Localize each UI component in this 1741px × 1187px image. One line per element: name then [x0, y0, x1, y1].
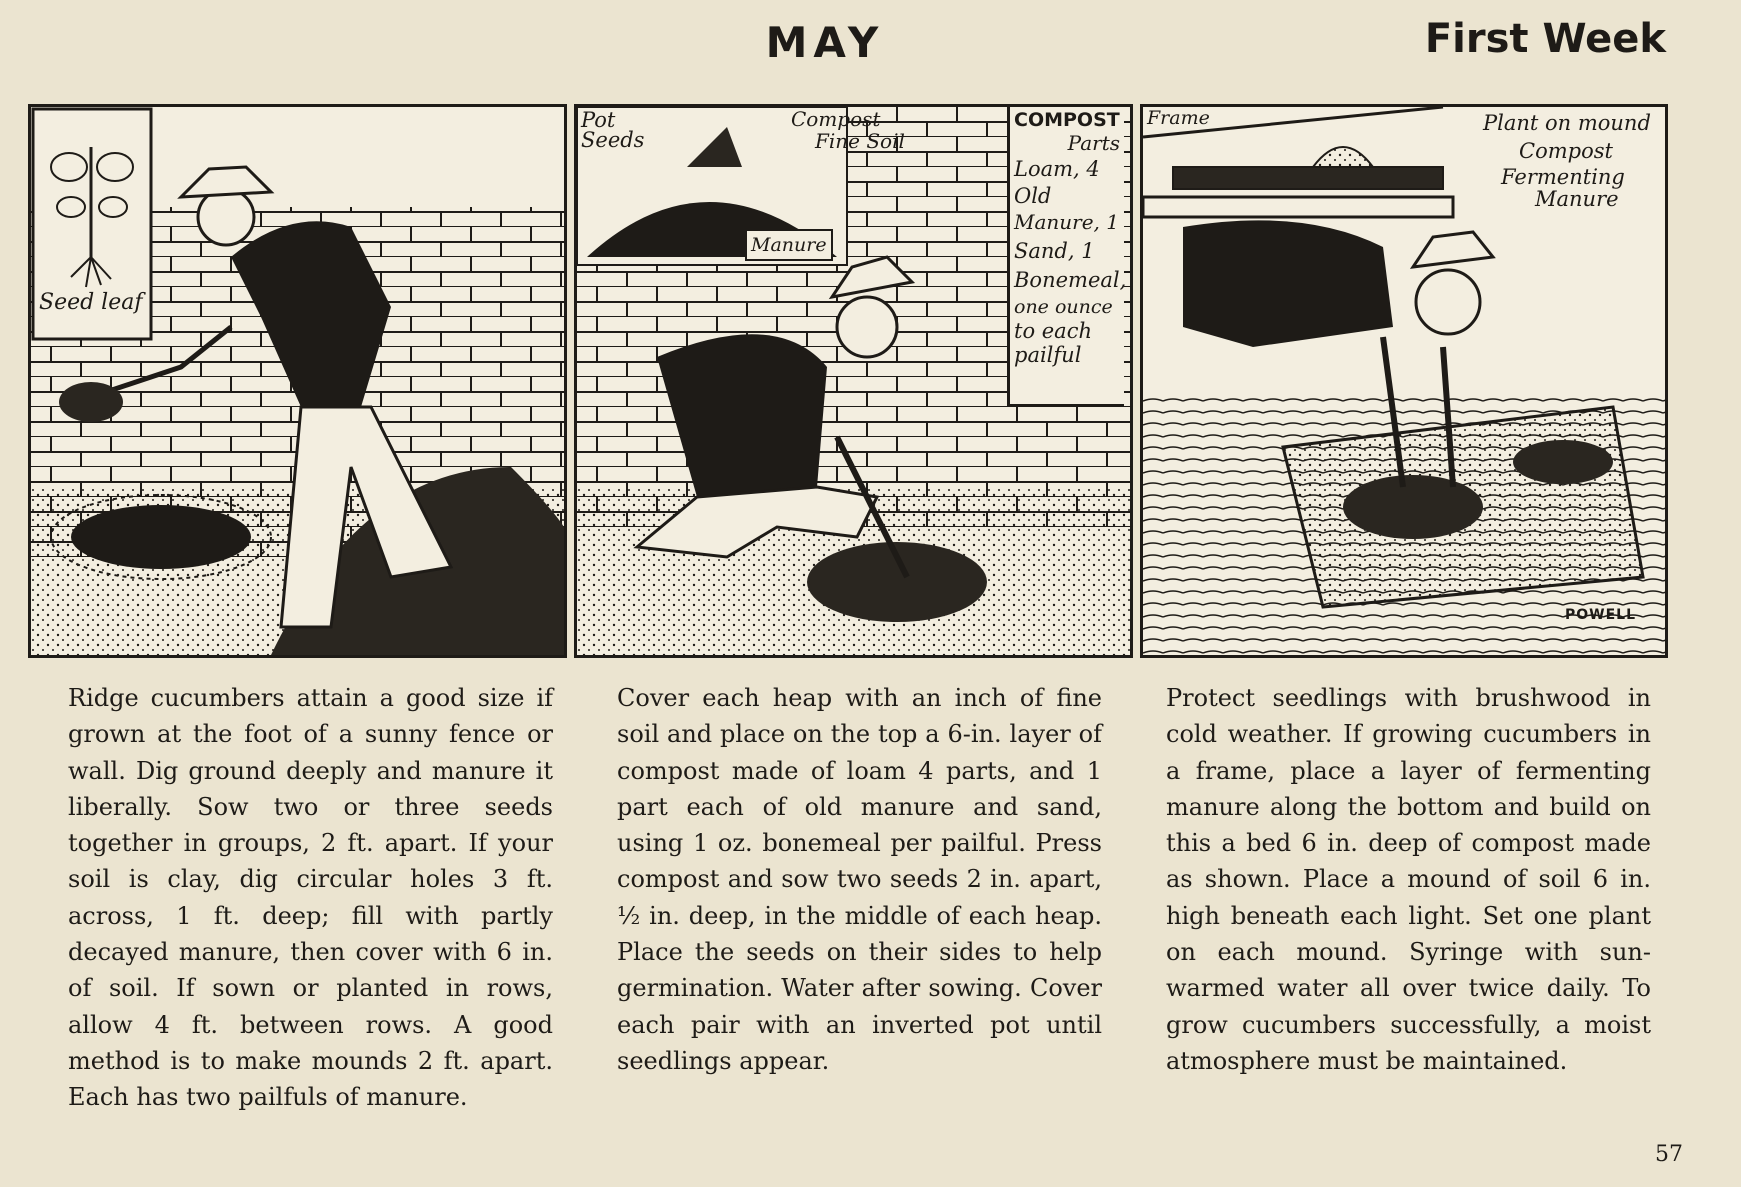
illustration-panel-frame — [1140, 104, 1668, 658]
text-column-1: Ridge cucumbers attain a good size if grown at the foot of a sunny fence or wall. Dig ground deeply and manure it liberally. Sow two or three seeds together in groups, 2 ft. apart. If your soil is clay, dig circular holes 3 ft. across, 1 ft. deep; fill with partly decayed manure, then cover with 6 in. of soil. If sown or planted in rows, allow 4 ft. between rows. A good method is to make mounds 2 ft. apart. Each has two pailfuls of manure. — [68, 684, 553, 1112]
fine-soil-label: Fine Soil — [815, 129, 905, 153]
compost-box-line: pailful — [1014, 343, 1082, 367]
compost-box-line: to each — [1014, 319, 1092, 343]
compost-box-line: Old — [1014, 184, 1052, 208]
page-number: 57 — [1655, 1142, 1683, 1167]
compost-box-line: Sand, 1 — [1014, 239, 1095, 263]
compost-recipe-box — [1007, 107, 1127, 407]
manure-label: Manure — [745, 229, 833, 261]
digging-illustration — [31, 107, 564, 655]
compost-box-line: Loam, 4 — [1014, 157, 1100, 181]
manure-layer-label: Manure — [1535, 187, 1619, 211]
compost-box-line: Manure, 1 — [1014, 210, 1119, 234]
pot-label: Pot — [581, 108, 616, 132]
illustration-panel-compost — [574, 104, 1133, 658]
compost-layer-label: Compost — [1519, 139, 1613, 163]
compost-box-line: one ounce — [1014, 296, 1113, 318]
frame-label: Frame — [1147, 107, 1210, 129]
page-title-month: MAY — [765, 18, 885, 67]
artist-signature: POWELL — [1565, 607, 1637, 623]
compost-box-parts: Parts — [1067, 131, 1120, 155]
compost-box-line: Bonemeal, — [1014, 268, 1127, 292]
illustration-panel-digging — [28, 104, 567, 658]
page-title-week: First Week — [1424, 16, 1666, 62]
compost-section-label: Compost — [791, 107, 881, 131]
seed-leaf-label: Seed leaf — [39, 290, 143, 315]
seeds-label: Seeds — [581, 128, 645, 152]
fermenting-label: Fermenting — [1501, 165, 1625, 189]
text-column-2: Cover each heap with an inch of fine soil and place on the top a 6-in. layer of compost made of loam 4 parts, and 1 part each of old manure and sand, using 1 oz. bonemeal per pailful. Press compost and sow two seeds 2 in. apart, ½ in. deep, in the middle of each heap. Place the seeds on their sides to help germination. Water after sowing. Cover each pair with an inverted pot until seedlings appear. — [617, 684, 1102, 1075]
plant-on-mound-label: Plant on mound — [1483, 111, 1651, 135]
compost-box-title: COMPOST — [1014, 109, 1120, 131]
text-column-3: Protect seedlings with brushwood in cold weather. If growing cucumbers in a frame, place a layer of fermenting manure along the bottom and build on this a bed 6 in. deep of compost made as shown. Place a mound of soil 6 in. high beneath each light. Set one plant on each mound. Syringe with sun-warmed water all over twice daily. To grow cucumbers successfully, a moist atmosphere must be maintained. — [1166, 684, 1651, 1075]
